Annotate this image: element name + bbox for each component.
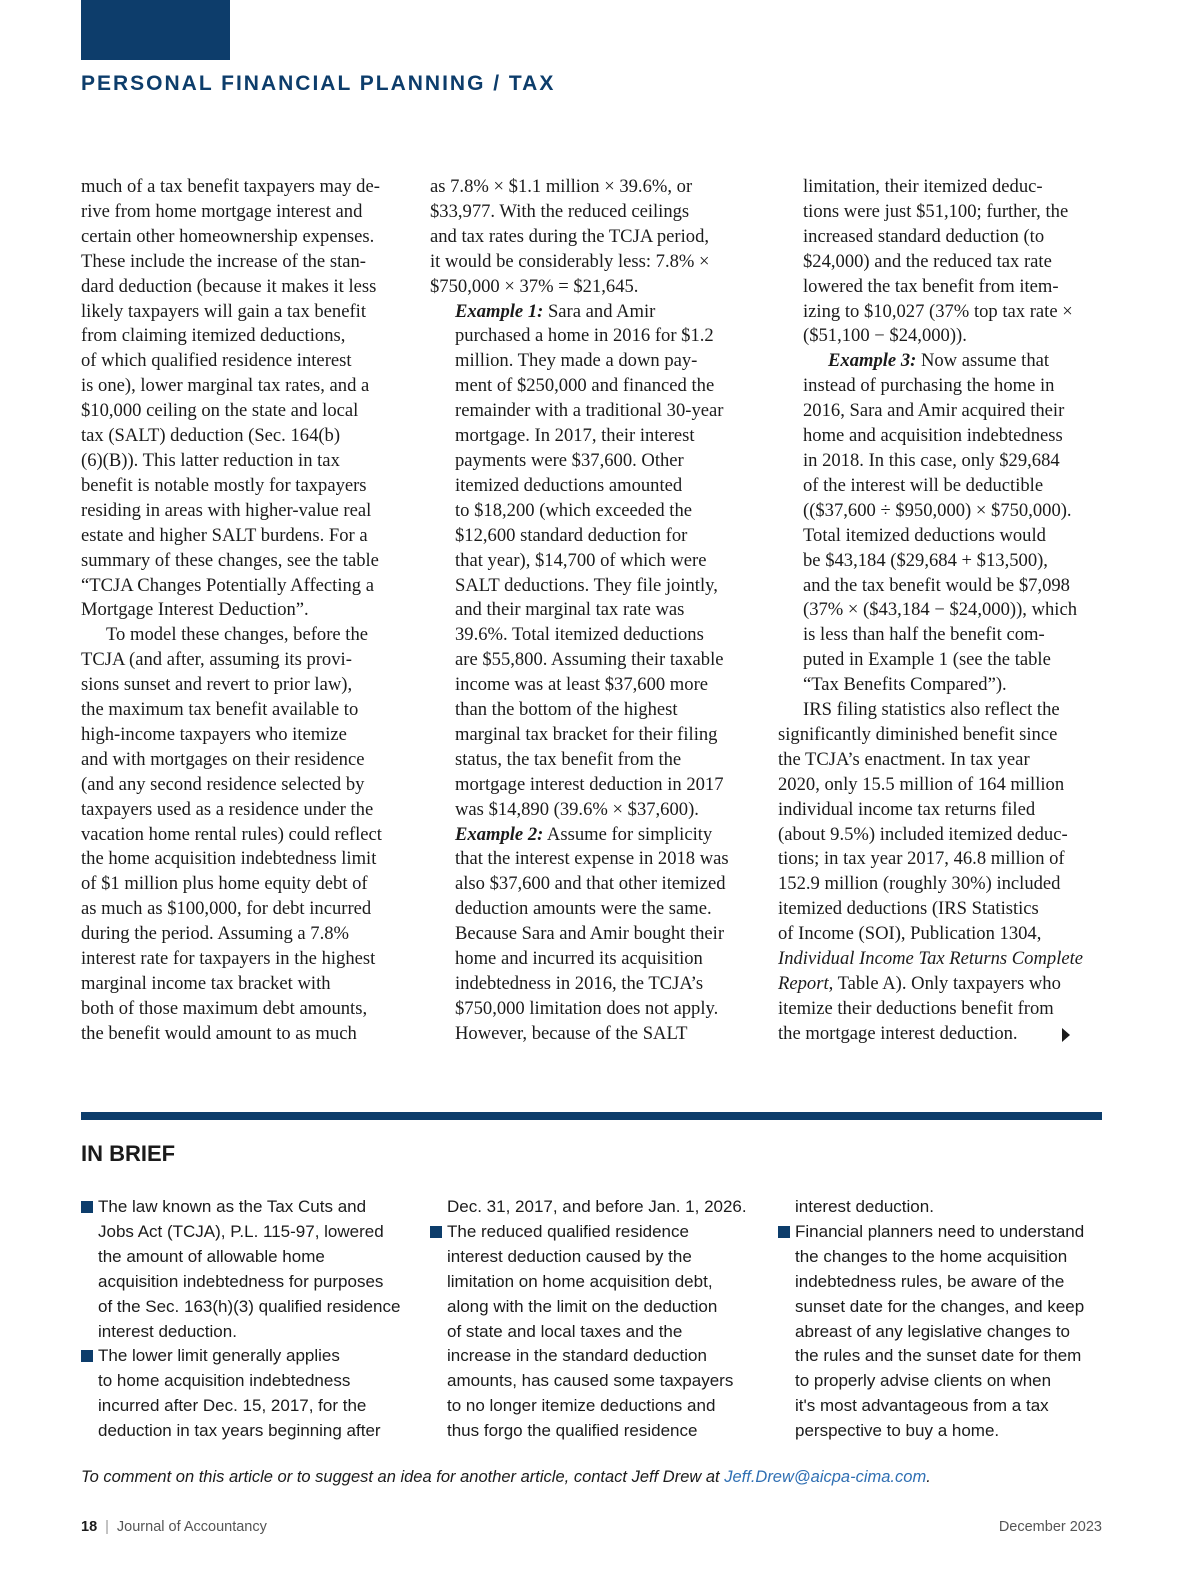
text-line: and tax rates during the TCJA period, — [430, 225, 710, 247]
article-column-2 — [430, 175, 760, 1047]
example-3-heading-line — [778, 349, 1108, 374]
bullet-line — [81, 1195, 421, 1220]
text-line: the home acquisition indebtedness limit — [81, 848, 377, 870]
text-line: To model these changes, before the — [106, 624, 369, 646]
square-bullet-icon — [778, 1226, 790, 1238]
text-run: The law known as the Tax Cuts and — [98, 1197, 367, 1216]
in-brief-column-1 — [81, 1195, 421, 1444]
text-line: during the period. Assuming a 7.8% — [81, 923, 350, 945]
text-line: certain other homeownership expenses. — [81, 225, 375, 247]
continue-arrow-icon — [1062, 1028, 1070, 1042]
text-line: to home acquisition indebtedness — [98, 1371, 351, 1391]
text-line: in 2018. In this case, only $29,684 — [803, 449, 1060, 471]
text-line: IRS filing statistics also reflect the — [803, 699, 1060, 721]
text-line: However, because of the SALT — [455, 1022, 688, 1044]
text-line: of the Sec. 163(h)(3) qualified residence — [98, 1296, 401, 1316]
text-line: the maximum tax benefit available to — [81, 699, 359, 721]
page-number: 18 — [81, 1519, 98, 1535]
text-line: dard deduction (because it makes it less — [81, 275, 377, 297]
text-line: lowered the tax benefit from item- — [803, 275, 1059, 297]
text-line: amounts, has caused some taxpayers — [447, 1371, 734, 1391]
text-line: as 7.8% × $1.1 million × 39.6%, or — [430, 176, 693, 197]
text-line: interest rate for taxpayers in the highest — [81, 948, 376, 970]
text-line: tions; in tax year 2017, 46.8 million of — [778, 848, 1065, 870]
text-line: puted in Example 1 (see the table — [803, 649, 1051, 671]
text-line: increased standard deduction (to — [803, 225, 1045, 247]
text-line: Total itemized deductions would — [803, 524, 1046, 546]
text-line: itemized deductions (IRS Statistics — [778, 898, 1039, 920]
text-line: from claiming itemized deductions, — [81, 325, 346, 347]
text-line: $12,600 standard deduction for — [455, 524, 688, 546]
text-line: Mortgage Interest Deduction”. — [81, 599, 309, 621]
text-line: 2020, only 15.5 million of 164 million — [778, 773, 1065, 795]
text-line: home and incurred its acquisition — [455, 948, 703, 970]
text-line: vacation home rental rules) could reflect — [81, 823, 382, 845]
publication-title-end: Report — [778, 973, 829, 994]
text-line: that year), $14,700 of which were — [455, 549, 707, 571]
text-line: sunset date for the changes, and keep — [795, 1296, 1085, 1316]
text-line — [778, 972, 1108, 997]
text-line: that the interest expense in 2018 was — [455, 848, 729, 870]
text-line: thus forgo the qualified residence — [447, 1421, 698, 1441]
text-line: 2016, Sara and Amir acquired their — [803, 400, 1065, 422]
text-line: izing to $10,027 (37% top tax rate × — [803, 300, 1073, 322]
text-line: to $18,200 (which exceeded the — [455, 499, 692, 521]
text-line: interest deduction. — [795, 1197, 934, 1216]
example-1-heading-line — [430, 300, 760, 325]
text-line: significantly diminished benefit since — [778, 723, 1058, 745]
author-email-link[interactable]: Jeff.Drew@aicpa-cima.com — [724, 1468, 927, 1486]
text-line: the TCJA’s enactment. In tax year — [778, 748, 1030, 770]
text-line: These include the increase of the stan- — [81, 250, 366, 272]
issue-date: December 2023 — [998, 1519, 1102, 1535]
text-line: home and acquisition indebtedness — [803, 425, 1063, 447]
text-line: much of a tax benefit taxpayers may de- — [81, 176, 380, 197]
text-line: million. They made a down pay- — [455, 350, 698, 372]
comment-text: To comment on this article or to suggest an idea for another article, contact Jeff Drew at — [81, 1468, 725, 1486]
text-line: remainder with a traditional 30-year — [455, 400, 724, 422]
text-line: $24,000) and the reduced tax rate — [803, 250, 1052, 272]
text-line: marginal tax bracket for their filing — [455, 723, 718, 745]
section-title: PERSONAL FINANCIAL PLANNING / TAX — [81, 72, 556, 95]
square-bullet-icon — [81, 1350, 93, 1362]
text-line: interest deduction caused by the — [447, 1246, 692, 1266]
text-line: Dec. 31, 2017, and before Jan. 1, 2026. — [447, 1197, 747, 1216]
text-line: as much as $100,000, for debt incurred — [81, 898, 372, 920]
text-line: of the interest will be deductible — [803, 474, 1044, 496]
text-line: mortgage. In 2017, their interest — [455, 425, 695, 447]
text-line: to properly advise clients on when — [795, 1371, 1052, 1391]
text-line: acquisition indebtedness for purposes — [98, 1271, 384, 1291]
text-line: individual income tax returns filed — [778, 798, 1036, 820]
text-line: deduction amounts were the same. — [455, 898, 712, 920]
comment-note — [81, 1468, 931, 1487]
text-line: to no longer itemize deductions and — [447, 1396, 716, 1416]
text-line: likely taxpayers will gain a tax benefit — [81, 300, 367, 322]
example-1-label: Example 1: — [455, 300, 544, 322]
text-line: is one), lower marginal tax rates, and a — [81, 375, 370, 397]
text-line: Jobs Act (TCJA), P.L. 115-97, lowered — [98, 1221, 384, 1241]
bullet-line — [81, 1344, 421, 1369]
text-line: tions were just $51,100; further, the — [803, 200, 1069, 222]
text-line: abreast of any legislative changes to — [795, 1321, 1071, 1341]
text-line: and the tax benefit would be $7,098 — [803, 574, 1070, 596]
text-line: $750,000 × 37% = $21,645. — [430, 275, 639, 297]
text-line: mortgage interest deduction in 2017 — [455, 773, 724, 795]
text-line: limitation on home acquisition debt, — [447, 1271, 713, 1291]
text-line: income was at least $37,600 more — [455, 674, 709, 696]
text-line: along with the limit on the deduction — [447, 1296, 718, 1316]
text-line: status, the tax benefit from the — [455, 748, 682, 770]
text-line: payments were $37,600. Other — [455, 449, 684, 471]
article-column-3 — [778, 175, 1108, 1047]
text-line: perspective to buy a home. — [795, 1421, 1000, 1441]
text-line: “TCJA Changes Potentially Affecting a — [81, 574, 374, 596]
text-line: indebtedness rules, be aware of the — [795, 1271, 1065, 1291]
in-brief-title: IN BRIEF — [81, 1141, 176, 1166]
text-line: indebtedness in 2016, the TCJA’s — [455, 973, 704, 994]
text-line: than the bottom of the highest — [455, 699, 678, 721]
text-line: benefit is notable mostly for taxpayers — [81, 474, 367, 496]
in-brief-column-2 — [430, 1195, 770, 1444]
text-line: is less than half the benefit com- — [803, 624, 1045, 646]
text-line: the changes to the home acquisition — [795, 1246, 1068, 1266]
text-line: SALT deductions. They file jointly, — [455, 574, 718, 596]
text-run: The reduced qualified residence — [447, 1221, 689, 1241]
text-line: interest deduction. — [98, 1321, 237, 1341]
text-line: $10,000 ceiling on the state and local — [81, 400, 359, 422]
text-line: of state and local taxes and the — [447, 1321, 683, 1341]
text-line: itemize their deductions benefit from — [778, 997, 1054, 1019]
text-line: sions sunset and revert to prior law), — [81, 674, 353, 696]
journal-name: Journal of Accountancy — [116, 1519, 267, 1535]
text-line: (and any second residence selected by — [81, 773, 365, 795]
page-footer-left — [81, 1519, 267, 1535]
example-3-label: Example 3: — [828, 350, 917, 372]
text-line: purchased a home in 2016 for $1.2 — [455, 325, 714, 347]
example-2-label: Example 2: — [455, 823, 544, 845]
footer-separator: | — [105, 1519, 109, 1535]
square-bullet-icon — [81, 1201, 93, 1213]
text-line: (about 9.5%) included itemized deduc- — [778, 823, 1068, 845]
bullet-line — [430, 1220, 770, 1245]
text-line: increase in the standard deduction — [447, 1346, 707, 1366]
text-line: was $14,890 (39.6% × $37,600). — [455, 798, 699, 820]
comment-end: . — [926, 1468, 931, 1486]
text-line: it would be considerably less: 7.8% × — [430, 250, 710, 272]
text-line: 39.6%. Total itemized deductions — [455, 624, 704, 646]
text-line: (37% × ($43,184 − $24,000)), which — [803, 599, 1078, 621]
text-line: deduction in tax years beginning after — [98, 1421, 381, 1441]
text-line: $33,977. With the reduced ceilings — [430, 200, 690, 222]
text-line: (6)(B)). This latter reduction in tax — [81, 449, 340, 471]
text-line: the benefit would amount to as much — [81, 1022, 357, 1044]
text-line: instead of purchasing the home in — [803, 375, 1055, 397]
text-line: tax (SALT) deduction (Sec. 164(b) — [81, 425, 341, 447]
text-line: both of those maximum debt amounts, — [81, 997, 368, 1019]
text-line: and with mortgages on their residence — [81, 748, 365, 770]
text-line: itemized deductions amounted — [455, 474, 683, 496]
text-run: Assume for simplicity — [543, 823, 713, 845]
text-line: estate and higher SALT burdens. For a — [81, 524, 368, 546]
text-line: limitation, their itemized deduc- — [803, 176, 1043, 197]
text-line: high-income taxpayers who itemize — [81, 723, 347, 745]
text-line: of Income (SOI), Publication 1304, — [778, 923, 1042, 945]
example-2-heading-line — [430, 823, 760, 848]
text-line: summary of these changes, see the table — [81, 549, 379, 571]
text-line: 152.9 million (roughly 30%) included — [778, 873, 1061, 895]
bullet-line — [778, 1220, 1118, 1245]
text-line — [778, 1022, 1108, 1047]
text-run: Now assume that — [916, 350, 1050, 372]
text-line: TCJA (and after, assuming its provi- — [81, 649, 352, 671]
text-line: also $37,600 and that other itemized — [455, 873, 726, 895]
text-run: the mortgage interest deduction. — [778, 1022, 1018, 1044]
text-line: residing in areas with higher-value real — [81, 499, 372, 521]
text-line: be $43,184 ($29,684 + $13,500), — [803, 549, 1048, 571]
text-line: ($51,100 − $24,000)). — [803, 325, 967, 347]
text-line: it's most advantageous from a tax — [795, 1396, 1049, 1416]
text-run: The lower limit generally applies — [98, 1346, 340, 1366]
text-line: rive from home mortgage interest and — [81, 200, 363, 222]
text-line: of $1 million plus home equity debt of — [81, 873, 368, 895]
text-line: taxpayers used as a residence under the — [81, 798, 374, 820]
text-line: incurred after Dec. 15, 2017, for the — [98, 1396, 367, 1416]
in-brief-rule — [81, 1112, 1102, 1120]
in-brief-column-3 — [778, 1195, 1118, 1444]
article-column-1 — [81, 175, 411, 1047]
text-run: Financial planners need to understand — [795, 1221, 1085, 1241]
text-line: (($37,600 ÷ $950,000) × $750,000). — [803, 499, 1072, 521]
text-line: “Tax Benefits Compared”). — [803, 674, 1007, 696]
square-bullet-icon — [430, 1226, 442, 1238]
text-run: , Table A). Only taxpayers who — [828, 973, 1061, 994]
header-color-block — [81, 0, 230, 60]
text-line: are $55,800. Assuming their taxable — [455, 649, 724, 671]
text-run: Sara and Amir — [543, 300, 656, 322]
text-line: of which qualified residence interest — [81, 350, 352, 372]
text-line: Because Sara and Amir bought their — [455, 923, 725, 945]
text-line: $750,000 limitation does not apply. — [455, 997, 719, 1019]
text-line: the amount of allowable home — [98, 1246, 325, 1266]
text-line: marginal income tax bracket with — [81, 973, 331, 994]
text-line: ment of $250,000 and financed the — [455, 375, 715, 397]
text-line: and their marginal tax rate was — [455, 599, 685, 621]
text-line: the rules and the sunset date for them — [795, 1346, 1082, 1366]
publication-title-line: Individual Income Tax Returns Complete — [778, 948, 1084, 970]
